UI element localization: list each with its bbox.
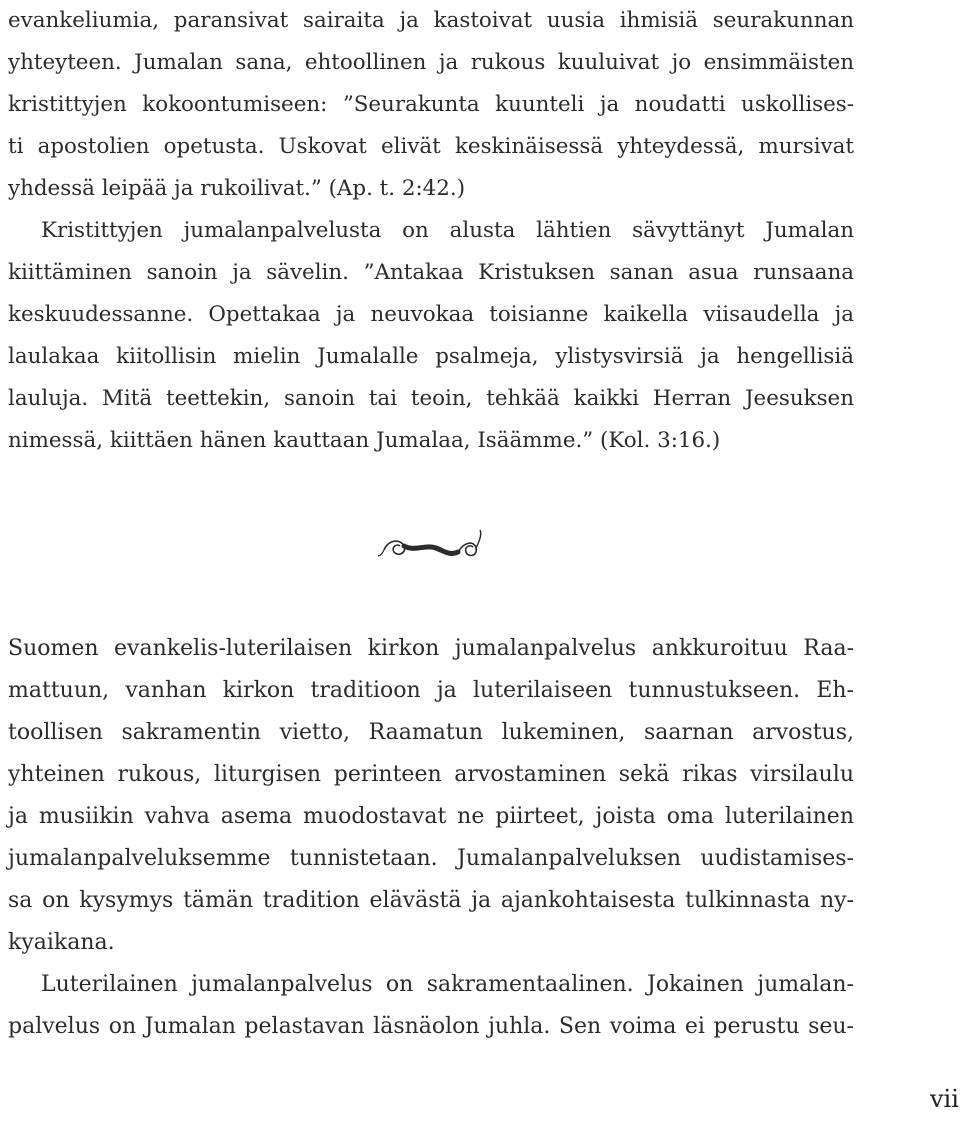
text-line: kristittyjen kokoontumiseen: ”Seurakunta kuunteli ja noudatti uskollises- bbox=[8, 92, 854, 117]
page-number: vii bbox=[930, 1085, 959, 1113]
text-line: kyaikana. bbox=[8, 930, 115, 955]
text-line: yhdessä leipää ja rukoilivat.” (Ap. t. 2:42.) bbox=[8, 176, 466, 201]
text-line: ti apostolien opetusta. Uskovat elivät keskinäisessä yhteydessä, mursivat bbox=[8, 134, 854, 159]
paragraph-praise bbox=[8, 210, 854, 462]
text-line: mattuun, vanhan kirkon traditioon ja luterilaiseen tunnustukseen. Eh- bbox=[8, 678, 854, 703]
text-line: sa on kysymys tämän tradition elävästä ja ajankohtaisesta tulkinnasta ny- bbox=[8, 888, 854, 913]
text-line: Kristittyjen jumalanpalvelusta on alusta lähtien sävyttänyt Jumalan bbox=[41, 218, 854, 243]
text-line: keskuudessanne. Opettakaa ja neuvokaa toisianne kaikella viisaudella ja bbox=[8, 302, 854, 327]
paragraph-early-church bbox=[8, 0, 854, 210]
paragraph-sacramental bbox=[8, 964, 854, 1048]
paragraph-lutheran-service bbox=[8, 628, 854, 964]
text-line: nimessä, kiittäen hänen kauttaan Jumalaa, Isäämme.” (Kol. 3:16.) bbox=[8, 428, 721, 453]
text-line: palvelus on Jumalan pelastavan läsnäolon juhla. Sen voima ei perustu seu- bbox=[8, 1014, 854, 1039]
decorative-flourish-icon bbox=[378, 526, 488, 566]
lower-text-block bbox=[8, 628, 854, 1048]
text-line: laulakaa kiitollisin mielin Jumalalle psalmeja, ylistysvirsiä ja hengellisiä bbox=[8, 344, 854, 369]
text-line: kiittäminen sanoin ja sävelin. ”Antakaa Kristuksen sanan asua runsaana bbox=[8, 260, 854, 285]
text-line: Luterilainen jumalanpalvelus on sakramentaalinen. Jokainen jumalan- bbox=[41, 972, 854, 997]
text-line: Suomen evankelis-luterilaisen kirkon jumalanpalvelus ankkuroituu Raa- bbox=[8, 636, 854, 661]
upper-text-block bbox=[8, 0, 854, 462]
text-line: jumalanpalveluksemme tunnistetaan. Jumalanpalveluksen uudistamises- bbox=[8, 846, 854, 871]
text-line: toollisen sakramentin vietto, Raamatun lukeminen, saarnan arvostus, bbox=[8, 720, 854, 745]
text-line: evankeliumia, paransivat sairaita ja kastoivat uusia ihmisiä seurakunnan bbox=[8, 8, 854, 33]
text-line: lauluja. Mitä teettekin, sanoin tai teoin, tehkää kaikki Herran Jeesuksen bbox=[8, 386, 854, 411]
text-line: ja musiikin vahva asema muodostavat ne piirteet, joista oma luterilainen bbox=[8, 804, 854, 829]
text-line: yhteinen rukous, liturgisen perinteen arvostaminen sekä rikas virsilaulu bbox=[8, 762, 854, 787]
text-line: yhteyteen. Jumalan sana, ehtoollinen ja rukous kuuluivat jo ensimmäisten bbox=[8, 50, 854, 75]
